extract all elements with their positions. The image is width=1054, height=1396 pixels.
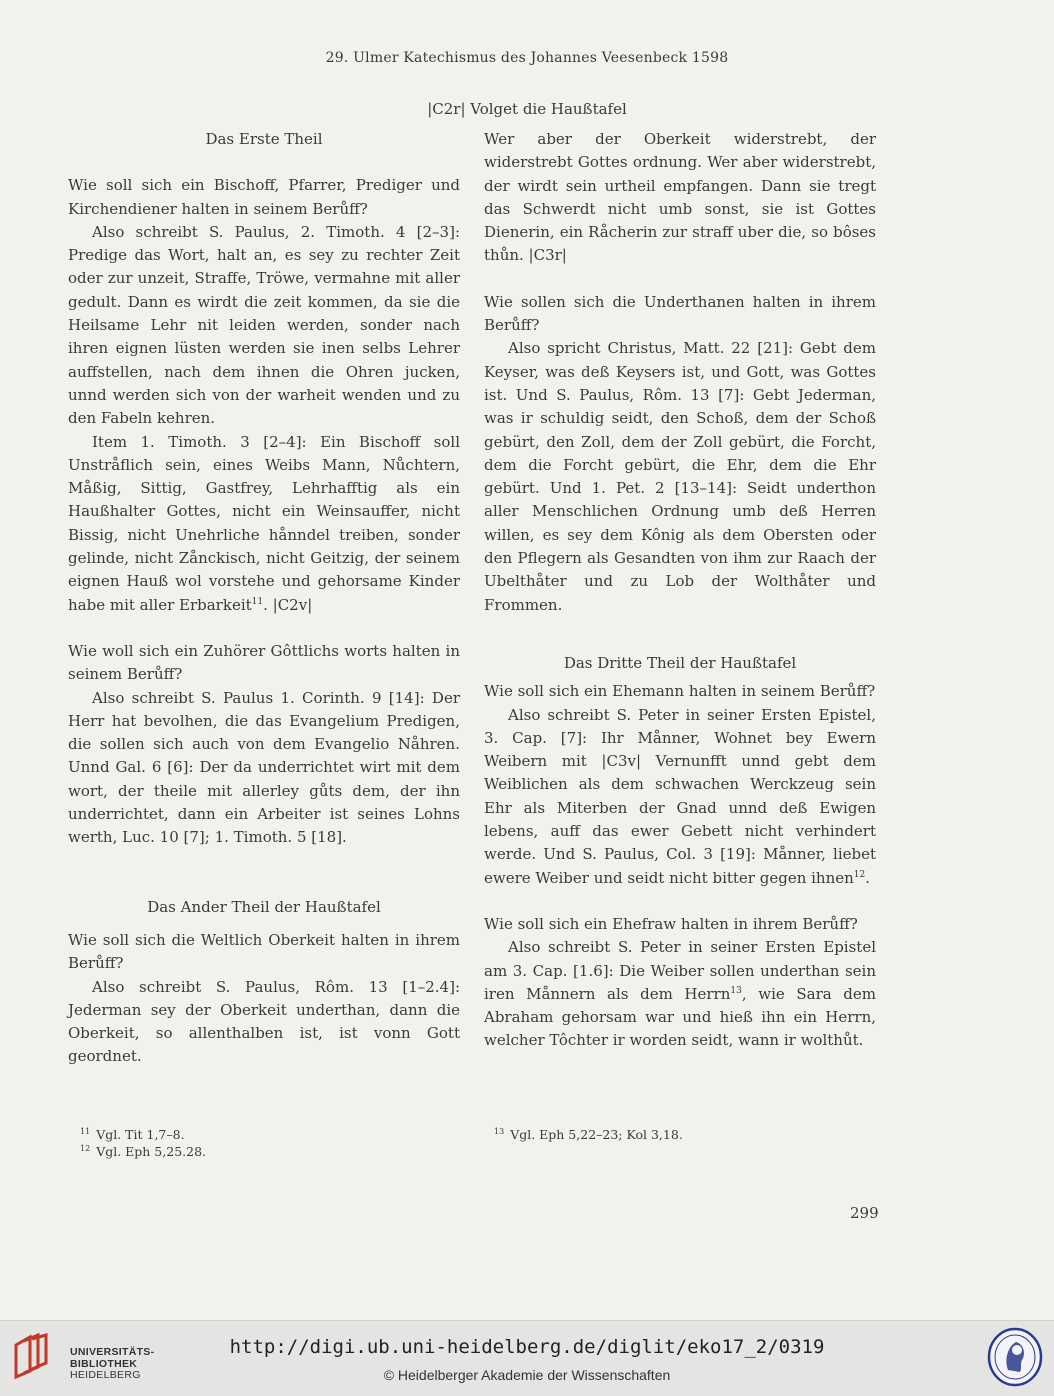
running-title: 29. Ulmer Katechismus des Johannes Veesenbeck 1598	[325, 50, 729, 66]
answer-3: Also schreibt S. Paulus, Rôm. 13 [1–2.4]: Jederman sey der Oberkeit underthan, dann die Oberkeit, so allenthalben ist, ist vonn Gott geordnet.	[68, 977, 460, 1066]
footer-bar	[0, 1320, 1054, 1396]
question-2: Wie woll sich ein Zuhörer Gôttlichs worts halten in seinem Berůff?	[68, 641, 460, 684]
permalink-url[interactable]: http://digi.ub.uni-heidelberg.de/diglit/eko17_2/0319	[229, 1336, 825, 1358]
academy-seal-icon[interactable]	[986, 1326, 1044, 1388]
part1-heading: Das Erste Theil	[205, 130, 323, 148]
answer-1-p1: Also schreibt S. Paulus, 2. Timoth. 4 [2–3]: Predige das Wort, halt an, es sey zu rechter Zeit oder zur unzeit, Straffe, Tröwe, vermahne mit aller gedult. Dann es wirdt die zeit kommen, da sie die Heilsame Lehr nit leiden werden, sonder nach ihren eignen lüsten werden sie inen selbs Lehrer auffstellen, nach dem ihnen die Ohren jucken, unnd werden sich von der warheit wenden und zu den Fabeln kehren.	[68, 222, 460, 428]
page-number: 299	[850, 1204, 879, 1222]
copyright-notice: © Heidelberger Akademie der Wissenschaften	[383, 1367, 671, 1383]
question-1: Wie soll sich ein Bischoff, Pfarrer, Prediger und Kirchendiener halten in seinem Berůff?	[68, 176, 460, 218]
question-5: Wie soll sich ein Ehemann halten in seinem Berůff?	[484, 682, 876, 701]
answer-2: Also schreibt S. Paulus 1. Corinth. 9 [14]: Der Herr hat bevolhen, die das Evangelium Predigen, die sollen sich auch von dem Evangelio Nåhren. Unnd Gal. 6 [6]: Der da underrichtet wirt mit dem wort, der theile mit allerley gůts dem, der ihn underrichtet, dann ein Arbeiter ist seines Lohns werth, Luc. 10 [7]; 1. Timoth. 5 [18].	[68, 688, 460, 847]
footnote-12: $^{12}$ Vgl. Eph 5,25.28.	[80, 1143, 206, 1159]
footnote-ref-13[interactable]: 13	[730, 985, 742, 996]
answer-5: Also schreibt S. Peter in seiner Ersten Epistel, 3. Cap. [7]: Ihr Månner, Wohnet bey Ewern Weibern mit |C3v| Vernunfft unnd gebt dem Weiblichen als dem schwachen Werckzeug sein Ehr als Miterben der Gnad unnd deß Ewigen lebens, auff das ewer Gebett nicht verhindert werde. Und S. Paulus, Col. 3 [19]: Månner, liebet ewere Weiber und seidt nicht bitter gegen ihnen$^{12}$.	[484, 705, 876, 887]
question-3: Wie soll sich die Weltlich Oberkeit halten in ihrem Berůff?	[68, 930, 460, 973]
answer-6: Also schreibt S. Peter in seiner Ersten Epistel am 3. Cap. [1.6]: Die Weiber sollen underthan sein iren Månnern als dem Herrn$^{13}$, wie Sara dem Abraham gehorsam war und hieß ihn ein Herrn, welcher Tôchter ir worden seidt, wann ir wolthůt.	[484, 938, 876, 1050]
part3-heading: Das Dritte Theil der Haußtafel	[563, 653, 797, 672]
answer-3-continued: Wer aber der Oberkeit widerstrebt, der widerstrebt Gottes ordnung. Wer aber widerstrebt, der wirdt sein urtheil empfangen. Dann sie tregt das Schwerdt nicht umb sonst, sie ist Gottes Dienerin, ein Råcherin zur straff uber die, so bôses thůn. |C3r|	[484, 130, 876, 265]
answer-1-p2: Item 1. Timoth. 3 [2–4]: Ein Bischoff soll Unstråflich sein, eines Weibs Mann, Nůchtern, Måßig, Sittig, Gastfrey, Lehrhafftig als ein Haußhalter Gottes, nicht ein Weinsauffer, nicht Bissig, nicht Unehrliche hånndel treiben, sonder gelinde, nicht Zånckisch, nicht Geitzig, der seinem eignen Hauß wol vorstehe und gehorsame Kinder habe mit aller Erbarkeit$^{11}$. |C2v|	[68, 432, 460, 614]
part2-heading: Das Ander Theil der Haußtafel	[147, 897, 381, 916]
section-title: |C2r| Volget die Haußtafel	[427, 100, 627, 118]
question-4: Wie sollen sich die Underthanen halten in ihrem Berůff?	[484, 292, 876, 335]
footnote-ref-11[interactable]: 11	[251, 596, 264, 607]
right-column	[484, 128, 876, 1053]
footnotes-right	[494, 1126, 683, 1143]
footnote-ref-12[interactable]: 12	[853, 869, 866, 880]
footnotes-left	[80, 1126, 206, 1160]
left-column	[68, 128, 460, 1069]
answer-4: Also spricht Christus, Matt. 22 [21]: Gebt dem Keyser, was deß Keysers ist, und Gott, was Gottes ist. Und S. Paulus, Rôm. 13 [7]: Gebt Jederman, was ir schuldig seidt, den Schoß, dem der Schoß gebürt, den Zoll, dem der Zoll gebürt, die Forcht, dem die Forcht gebürt, die Ehr, dem die Ehr gebürt. Und 1. Pet. 2 [13–14]: Seidt underthon aller Menschlichen Ordnung umb deß Herren willen, es sey dem Kônig als dem Obersten oder den Pflegern als Gesandten von ihm zur Raach der Ubelthåter und zu Lob der Wolthåter und Frommen.	[484, 339, 876, 614]
question-6: Wie soll sich ein Ehefraw halten in ihrem Berůff?	[484, 914, 858, 933]
library-logo-text: UNIVERSITÄTS- BIBLIOTHEK HEIDELBERG	[70, 1346, 155, 1381]
footnote-13: $^{13}$ Vgl. Eph 5,22–23; Kol 3,18.	[494, 1126, 683, 1142]
footnote-11: $^{11}$ Vgl. Tit 1,7–8.	[80, 1126, 185, 1142]
